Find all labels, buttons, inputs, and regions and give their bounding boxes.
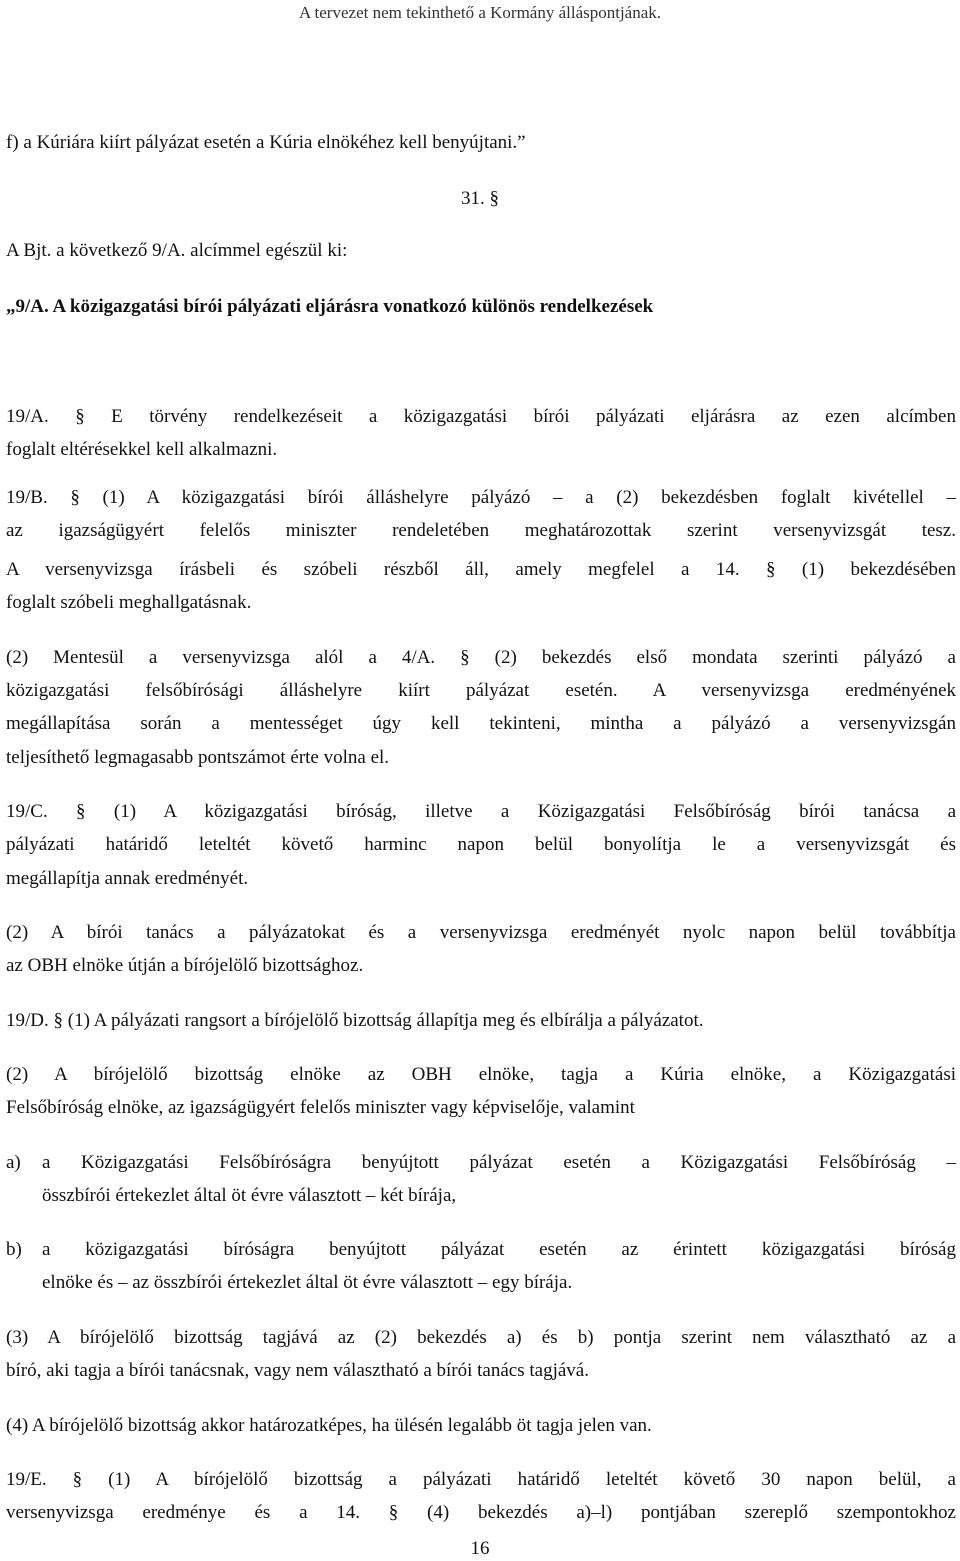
- para-19c1-line-1: 19/C. § (1) A közigazgatási bíróság, illetve a Közigazgatási Felsőbíróság bírói tanácsa a: [6, 801, 956, 822]
- para-19b1-line-4: foglalt szóbeli meghallgatásnak.: [6, 592, 252, 613]
- para-19e1-line-1: 19/E. § (1) A bírójelölő bizottság a pályázati határidő leteltét követő 30 napon belül, a: [6, 1469, 956, 1490]
- section-number: 31. §: [461, 188, 499, 209]
- para-19c2-line-1: (2) A bírói tanács a pályázatokat és a versenyvizsga eredményét nyolc napon belül továbbítja: [6, 922, 956, 943]
- list-item-a-line-1: a Közigazgatási Felsőbíróságra benyújtott pályázat esetén a Közigazgatási Felsőbíróság –: [42, 1152, 956, 1173]
- para-19e1-line-2: versenyvizsga eredménye és a 14. § (4) bekezdés a)–l) pontjában szereplő szempontokhoz: [6, 1502, 956, 1523]
- para-19d4-line-1: (4) A bírójelölő bizottság akkor határozatképes, ha ülésén legalább öt tagja jelen van.: [6, 1415, 652, 1436]
- para-19d3-line-1: (3) A bírójelölő bizottság tagjává az (2) bekezdés a) és b) pontja szerint nem választható az a: [6, 1327, 956, 1348]
- para-19c2-line-2: az OBH elnöke útján a bírójelölő bizottsághoz.: [6, 955, 364, 976]
- para-19a-line-2: foglalt eltérésekkel kell alkalmazni.: [6, 439, 278, 460]
- list-item-a-label: a): [6, 1152, 21, 1173]
- para-19a-line-1: 19/A. § E törvény rendelkezéseit a közigazgatási bírói pályázati eljárásra az ezen alcímben: [6, 406, 956, 427]
- page-number: 16: [470, 1538, 490, 1559]
- subsection-title: „9/A. A közigazgatási bírói pályázati eljárásra vonatkozó különös rendelkezések: [6, 296, 654, 317]
- para-19d2-line-1: (2) A bírójelölő bizottság elnöke az OBH elnöke, tagja a Kúria elnöke, a Közigazgatási: [6, 1064, 956, 1085]
- para-19b2-line-4: teljesíthető legmagasabb pontszámot érte volna el.: [6, 747, 390, 768]
- para-19d3-line-2: bíró, aki tagja a bírói tanácsnak, vagy nem választható a bírói tanács tagjává.: [6, 1360, 589, 1381]
- para-19c1-line-3: megállapítja annak eredményét.: [6, 868, 249, 889]
- para-19b2-line-2: közigazgatási felsőbírósági álláshelyre kiírt pályázat esetén. A versenyvizsga eredményének: [6, 680, 956, 701]
- para-19b2-line-1: (2) Mentesül a versenyvizsga alól a 4/A. § (2) bekezdés első mondata szerinti pályázó a: [6, 647, 956, 668]
- para-19d2-line-2: Felsőbíróság elnöke, az igazságügyért felelős miniszter vagy képviselője, valamint: [6, 1097, 635, 1118]
- para-19d1-line-1: 19/D. § (1) A pályázati rangsort a bírójelölő bizottság állapítja meg és elbírálja a pályázatot.: [6, 1010, 704, 1031]
- clause-f-line: f) a Kúriára kiírt pályázat esetén a Kúria elnökéhez kell benyújtani.”: [6, 132, 526, 153]
- list-item-b-label: b): [6, 1239, 22, 1260]
- list-item-a-line-2: összbírói értekezlet által öt évre választott – két bírája,: [42, 1185, 457, 1206]
- list-item-b-line-1: a közigazgatási bíróságra benyújtott pályázat esetén az érintett közigazgatási bíróság: [42, 1239, 956, 1260]
- amendment-intro: A Bjt. a következő 9/A. alcímmel egészül ki:: [6, 240, 348, 261]
- para-19b2-line-3: megállapítása során a mentességet úgy kell tekinteni, mintha a pályázó a versenyvizsgán: [6, 713, 956, 734]
- para-19b1-line-1: 19/B. § (1) A közigazgatási bírói álláshelyre pályázó – a (2) bekezdésben foglalt kivétellel –: [6, 487, 956, 508]
- para-19c1-line-2: pályázati határidő leteltét követő harminc napon belül bonyolítja le a versenyvizsgát és: [6, 834, 956, 855]
- para-19b1-line-3: A versenyvizsga írásbeli és szóbeli részből áll, amely megfelel a 14. § (1) bekezdésében: [6, 559, 956, 580]
- para-19b1-line-2: az igazságügyért felelős miniszter rendeletében meghatározottak szerint versenyvizsgát tesz.: [6, 520, 956, 541]
- draft-disclaimer-header: A tervezet nem tekinthető a Kormány álláspontjának.: [298, 3, 662, 22]
- list-item-b-line-2: elnöke és – az összbírói értekezlet által öt évre választott – egy bírája.: [42, 1272, 573, 1293]
